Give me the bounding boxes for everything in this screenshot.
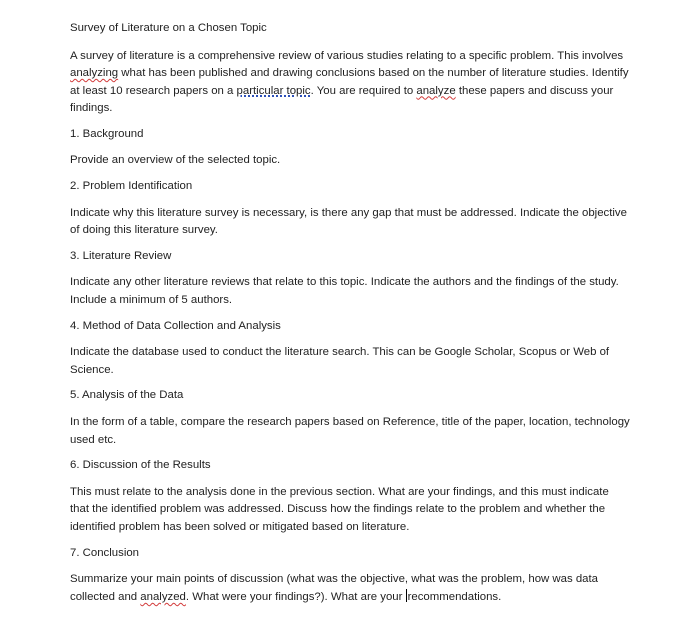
spellcheck-word-analyze[interactable]: analyze [416,84,456,97]
intro-text-1: A survey of literature is a comprehensive review of various studies relating to a specific problem. This involves [70,49,624,62]
section-heading-background: 1. Background [70,127,144,140]
text-cursor [406,589,407,602]
document-page[interactable] [70,20,630,614]
grammar-check-phrase[interactable]: particular topic [236,84,311,97]
section-heading-method: 4. Method of Data Collection and Analysis [70,319,281,332]
spellcheck-word-analyzing[interactable]: analyzing [70,67,119,80]
conclusion-text-1: Summarize your main points of discussion (what was the objective, what was the problem, how was data collected and [70,573,599,603]
section-heading-literature-review: 3. Literature Review [70,249,172,262]
intro-text-3: . You are required to [310,84,417,97]
intro-text-2: what has been published and drawing conclusions based on the number of literature studies. Identify at least 10 research papers on a [70,67,629,97]
section-body-method: Indicate the database used to conduct the literature search. This can be Google Scholar, Scopus or Web of Science. [70,346,610,376]
conclusion-text-3: recommendations. [407,590,502,603]
section-heading-conclusion: 7. Conclusion [70,546,140,559]
section-body-discussion: This must relate to the analysis done in the previous section. What are your findings, and this must indicate that the identified problem was addressed. Discuss how the findings relate to the problem and whether the identified problem has been solved or mitigated based on literature. [70,485,609,533]
document-title: Survey of Literature on a Chosen Topic [70,22,267,34]
section-body-background: Provide an overview of the selected topic. [70,154,281,167]
section-body-analysis: In the form of a table, compare the research papers based on Reference, title of the paper, location, technology used etc. [70,416,630,446]
section-heading-problem-identification: 2. Problem Identification [70,180,193,193]
intro-paragraph [70,48,630,118]
conclusion-text-2: . What were your findings?). What are your [185,590,406,603]
section-heading-discussion: 6. Discussion of the Results [70,459,211,472]
section-body-literature-review: Indicate any other literature reviews that relate to this topic. Indicate the authors and the findings of the study. Include a minimum of 5 authors. [70,276,619,307]
spellcheck-word-analyzed[interactable]: analyzed [140,590,186,603]
section-body-conclusion [70,571,630,606]
section-body-problem-identification: Indicate why this literature survey is necessary, is there any gap that must be addressed. Indicate the objective of doing this literature survey. [70,206,627,237]
section-heading-analysis: 5. Analysis of the Data [70,389,184,402]
intro-text-4: these papers and discuss your findings. [70,84,614,115]
